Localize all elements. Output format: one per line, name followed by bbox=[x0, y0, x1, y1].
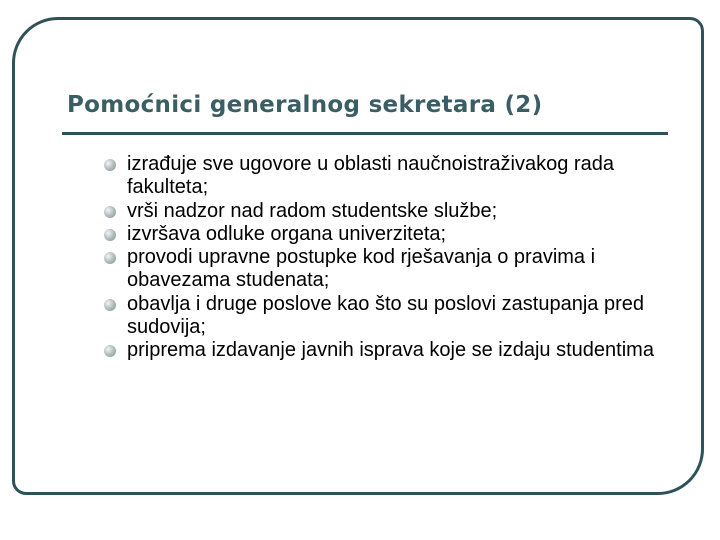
bullet-text: priprema izdavanje javnih isprava koje se izdaju studentima bbox=[127, 339, 654, 362]
bullet-item bbox=[104, 293, 694, 340]
bullet-icon bbox=[104, 159, 116, 171]
bullet-icon bbox=[104, 345, 116, 357]
bullet-item bbox=[104, 339, 694, 362]
slide-title: Pomoćnici generalnog sekretara (2) bbox=[67, 92, 543, 118]
bullet-list bbox=[104, 153, 694, 363]
bullet-text: izrađuje sve ugovore u oblasti naučnoistraživakog rada fakulteta; bbox=[127, 153, 614, 199]
bullet-icon bbox=[104, 252, 116, 264]
bullet-icon bbox=[104, 206, 116, 218]
bullet-item bbox=[104, 246, 694, 293]
bullet-text: provodi upravne postupke kod rješavanja o pravima i obavezama studenata; bbox=[127, 246, 596, 292]
bullet-item bbox=[104, 153, 694, 200]
bullet-item bbox=[104, 223, 694, 246]
title-divider bbox=[62, 132, 668, 135]
bullet-text: izvršava odluke organa univerziteta; bbox=[127, 222, 447, 245]
bullet-text: vrši nadzor nad radom studentske službe; bbox=[127, 199, 498, 222]
bullet-icon bbox=[104, 299, 116, 311]
bullet-item bbox=[104, 200, 694, 223]
bullet-icon bbox=[104, 229, 116, 241]
bullet-text: obavlja i druge poslove kao što su poslovi zastupanja pred sudovija; bbox=[127, 292, 644, 339]
